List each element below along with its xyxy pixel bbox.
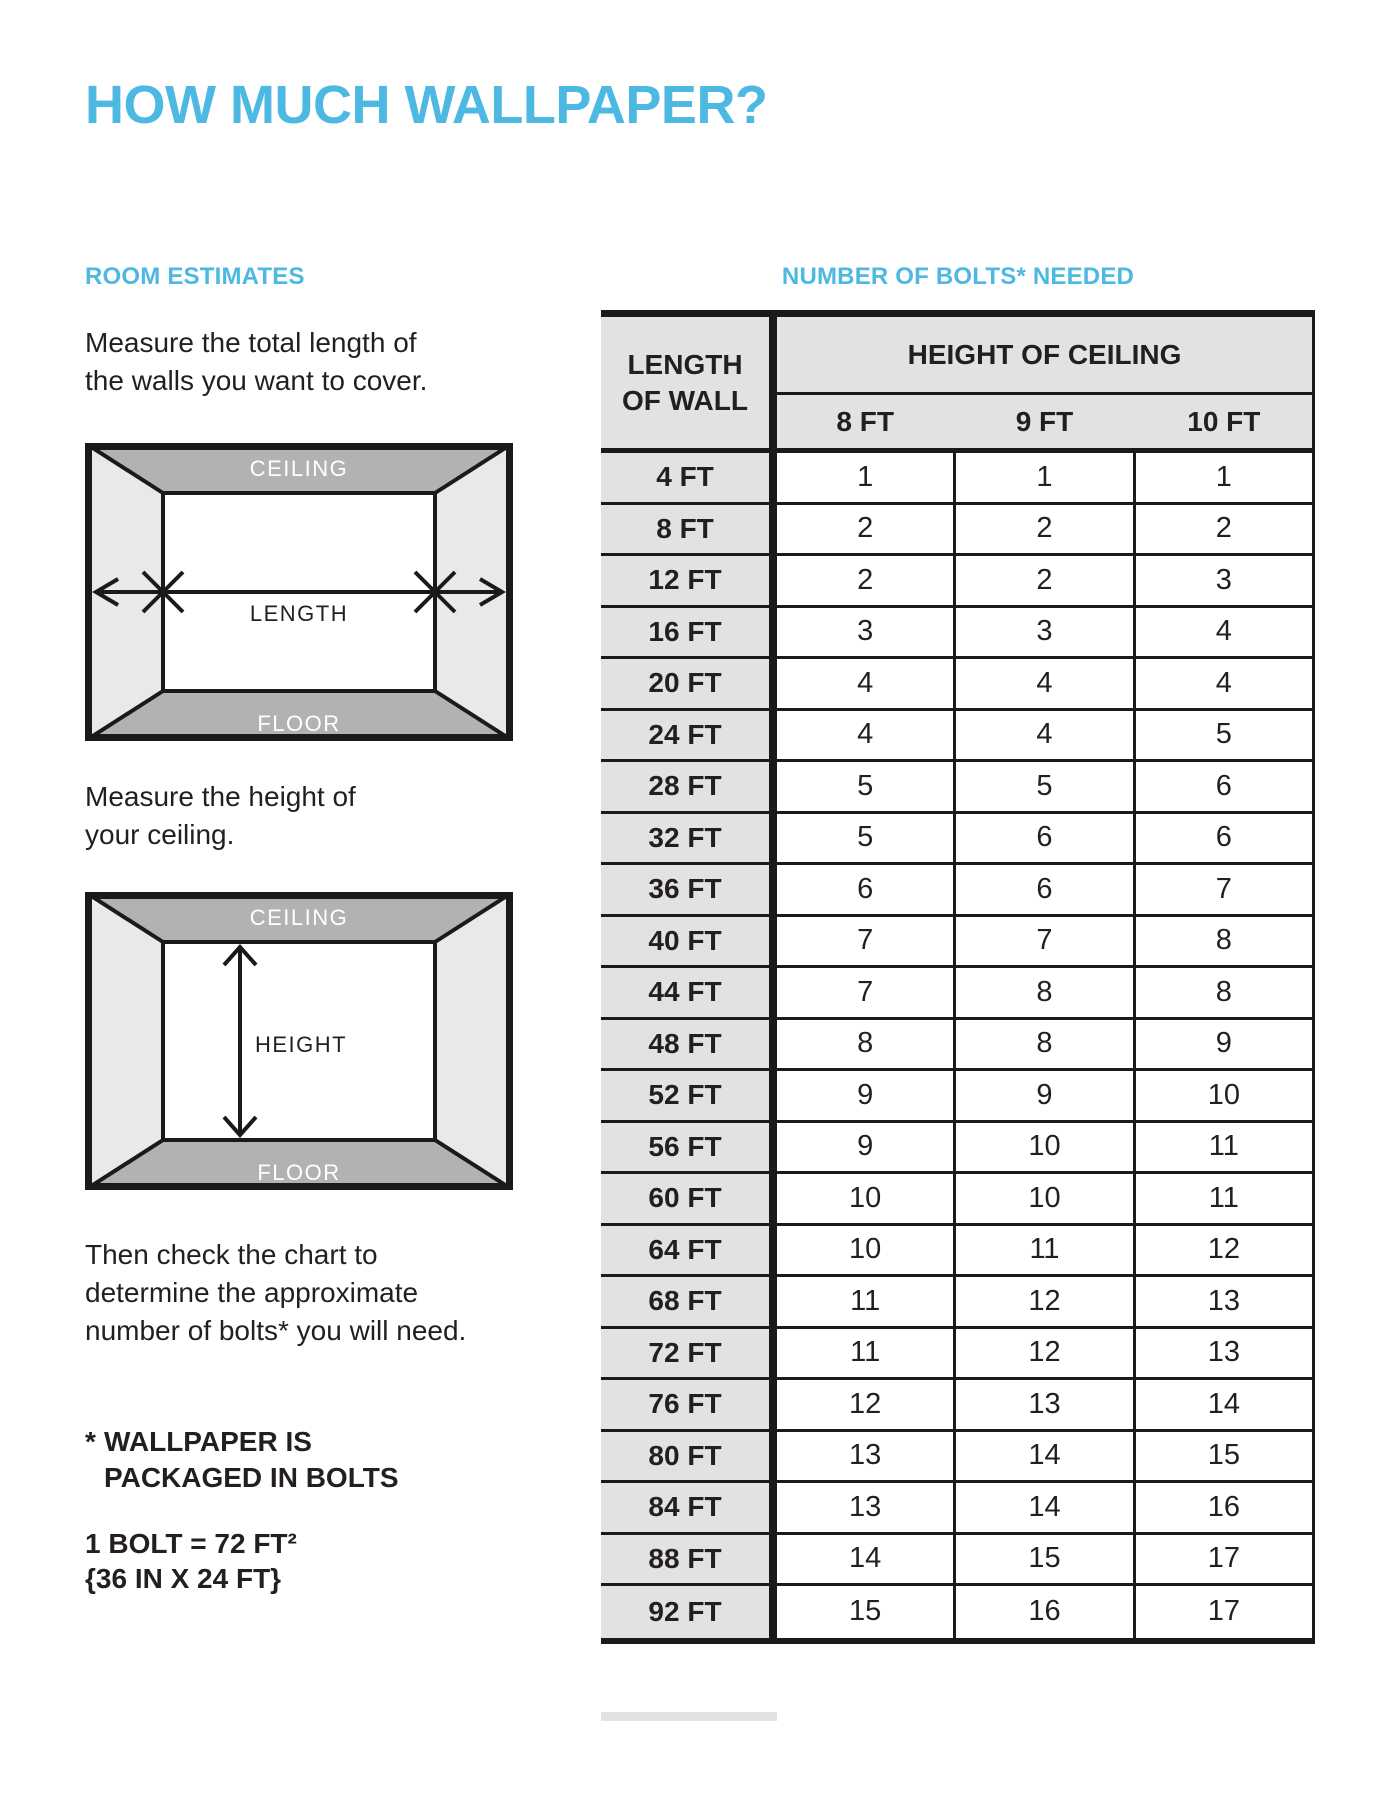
data-cell: 6: [1133, 814, 1312, 863]
data-cell: 3: [777, 608, 953, 657]
table-row: [601, 711, 1312, 763]
data-cell: 13: [1133, 1277, 1312, 1326]
data-cell: 10: [777, 1226, 953, 1275]
paragraph-measure-height: [85, 778, 555, 854]
column-header-10ft: 10 FT: [1187, 405, 1261, 437]
data-cell: 8: [1133, 968, 1312, 1017]
data-cell: 5: [777, 762, 953, 811]
row-label: 56 FT: [601, 1123, 777, 1172]
table-row: [601, 814, 1312, 866]
table-header: [601, 317, 1312, 453]
data-cell: 4: [1133, 608, 1312, 657]
paragraph-line: your ceiling.: [85, 819, 235, 850]
data-cell: 1: [777, 453, 953, 502]
data-cell: 3: [1133, 556, 1312, 605]
data-cell: 5: [1133, 711, 1312, 760]
data-cell: 9: [777, 1123, 953, 1172]
row-label: 24 FT: [601, 711, 777, 760]
data-cell: 2: [777, 556, 953, 605]
height-label: HEIGHT: [254, 1032, 348, 1057]
data-cell: 8: [953, 968, 1132, 1017]
height-of-ceiling-header: HEIGHT OF CEILING: [777, 317, 1312, 395]
data-cell: 2: [777, 505, 953, 554]
table-row: [601, 762, 1312, 814]
data-cell: 15: [953, 1535, 1132, 1584]
data-cell: 8: [777, 1020, 953, 1069]
row-label: 76 FT: [601, 1380, 777, 1429]
table-row: [601, 1586, 1312, 1638]
data-cell: 3: [953, 608, 1132, 657]
data-cell: 14: [777, 1535, 953, 1584]
data-cell: 13: [953, 1380, 1132, 1429]
data-cell: 2: [953, 556, 1132, 605]
paragraph-line: the walls you want to cover.: [85, 365, 428, 396]
data-cell: 5: [953, 762, 1132, 811]
table-row: [601, 1483, 1312, 1535]
data-cell: 7: [953, 917, 1132, 966]
row-label: 60 FT: [601, 1174, 777, 1223]
table-row: [601, 1329, 1312, 1381]
table-row: [601, 453, 1312, 505]
data-cell: 2: [953, 505, 1132, 554]
data-cell: 8: [953, 1020, 1132, 1069]
row-label: 84 FT: [601, 1483, 777, 1532]
data-cell: 10: [1133, 1071, 1312, 1120]
table-row: [601, 1277, 1312, 1329]
data-cell: 11: [777, 1277, 953, 1326]
data-cell: 4: [777, 711, 953, 760]
table-row: [601, 659, 1312, 711]
row-label: 4 FT: [601, 453, 777, 502]
length-of-wall-header: [601, 317, 777, 448]
table-row: [601, 865, 1312, 917]
row-label: 92 FT: [601, 1586, 777, 1638]
floor-label: FLOOR: [257, 1160, 341, 1185]
ceiling-subheader-row: [777, 395, 1312, 448]
data-cell: 4: [953, 659, 1132, 708]
data-cell: 16: [953, 1586, 1132, 1638]
data-cell: 2: [1133, 505, 1312, 554]
paragraph-line: number of bolts* you will need.: [85, 1315, 467, 1346]
data-cell: 13: [1133, 1329, 1312, 1378]
header-line: OF WALL: [622, 384, 748, 416]
data-cell: 13: [777, 1483, 953, 1532]
data-cell: 4: [953, 711, 1132, 760]
table-row: [601, 968, 1312, 1020]
data-cell: 4: [777, 659, 953, 708]
table-row: [601, 1020, 1312, 1072]
row-label: 8 FT: [601, 505, 777, 554]
data-cell: 11: [1133, 1123, 1312, 1172]
data-cell: 14: [953, 1483, 1132, 1532]
paragraph-line: Then check the chart to: [85, 1239, 378, 1270]
row-label: 80 FT: [601, 1432, 777, 1481]
floor-label: FLOOR: [257, 711, 341, 736]
page-title: HOW MUCH WALLPAPER?: [85, 75, 768, 135]
data-cell: 6: [777, 865, 953, 914]
table-footer-strip: [601, 1712, 777, 1721]
data-cell: 14: [953, 1432, 1132, 1481]
data-cell: 16: [1133, 1483, 1312, 1532]
data-cell: 11: [1133, 1174, 1312, 1223]
data-cell: 12: [953, 1329, 1132, 1378]
footnote-line: WALLPAPER IS: [104, 1426, 312, 1457]
data-cell: 12: [777, 1380, 953, 1429]
row-label: 72 FT: [601, 1329, 777, 1378]
data-cell: 10: [777, 1174, 953, 1223]
data-cell: 6: [953, 814, 1132, 863]
wallpaper-bolts-footnote: [85, 1424, 555, 1496]
table-row: [601, 1123, 1312, 1175]
data-cell: 14: [1133, 1380, 1312, 1429]
data-cell: 11: [777, 1329, 953, 1378]
bolts-needed-heading: NUMBER OF BOLTS* NEEDED: [781, 263, 1135, 290]
ceiling-label: CEILING: [249, 456, 349, 481]
row-label: 64 FT: [601, 1226, 777, 1275]
table-row: [601, 1535, 1312, 1587]
data-cell: 12: [1133, 1226, 1312, 1275]
table-row: [601, 1226, 1312, 1278]
table-row: [601, 1174, 1312, 1226]
data-cell: 8: [1133, 917, 1312, 966]
ceiling-header-group: [777, 317, 1312, 448]
data-cell: 15: [777, 1586, 953, 1638]
data-cell: 17: [1133, 1535, 1312, 1584]
data-cell: 6: [1133, 762, 1312, 811]
data-cell: 15: [1133, 1432, 1312, 1481]
row-label: 44 FT: [601, 968, 777, 1017]
table-body: [601, 453, 1312, 1638]
data-cell: 9: [777, 1071, 953, 1120]
room-length-diagram: [85, 443, 513, 741]
data-cell: 1: [953, 453, 1132, 502]
row-label: 12 FT: [601, 556, 777, 605]
data-cell: 11: [953, 1226, 1132, 1275]
length-label: LENGTH: [249, 601, 349, 626]
data-cell: 9: [1133, 1020, 1312, 1069]
paragraph-line: determine the approximate: [85, 1277, 419, 1308]
row-label: 52 FT: [601, 1071, 777, 1120]
row-label: 40 FT: [601, 917, 777, 966]
paragraph-check-chart: [85, 1236, 555, 1350]
row-label: 28 FT: [601, 762, 777, 811]
data-cell: 4: [1133, 659, 1312, 708]
data-cell: 1: [1133, 453, 1312, 502]
column-header-8ft: 8 FT: [836, 405, 894, 437]
column-header-9ft: 9 FT: [1015, 405, 1074, 437]
row-label: 48 FT: [601, 1020, 777, 1069]
data-cell: 17: [1133, 1586, 1312, 1638]
table-row: [601, 1380, 1312, 1432]
header-line: LENGTH: [627, 348, 743, 380]
row-label: 68 FT: [601, 1277, 777, 1326]
table-row: [601, 556, 1312, 608]
data-cell: 6: [953, 865, 1132, 914]
data-cell: 13: [777, 1432, 953, 1481]
room-estimates-heading: ROOM ESTIMATES: [85, 263, 305, 290]
data-cell: 10: [953, 1123, 1132, 1172]
row-label: 16 FT: [601, 608, 777, 657]
data-cell: 12: [953, 1277, 1132, 1326]
data-cell: 9: [953, 1071, 1132, 1120]
data-cell: 7: [777, 917, 953, 966]
table-row: [601, 1071, 1312, 1123]
row-label: 88 FT: [601, 1535, 777, 1584]
footnote-line: PACKAGED IN BOLTS: [104, 1462, 399, 1493]
asterisk: *: [85, 1426, 96, 1457]
paragraph-measure-length: [85, 324, 555, 400]
bolts-table: [601, 310, 1315, 1644]
row-label: 20 FT: [601, 659, 777, 708]
data-cell: 7: [777, 968, 953, 1017]
paragraph-line: Measure the total length of: [85, 327, 417, 358]
room-height-diagram: [85, 892, 513, 1190]
bolt-dimensions: {36 IN X 24 FT}: [85, 1563, 282, 1594]
table-row: [601, 917, 1312, 969]
data-cell: 7: [1133, 865, 1312, 914]
table-row: [601, 505, 1312, 557]
row-label: 32 FT: [601, 814, 777, 863]
table-row: [601, 1432, 1312, 1484]
bolt-size-info: [85, 1526, 555, 1596]
table-row: [601, 608, 1312, 660]
data-cell: 10: [953, 1174, 1132, 1223]
data-cell: 5: [777, 814, 953, 863]
bolt-equation: 1 BOLT = 72 FT²: [85, 1528, 297, 1559]
row-label: 36 FT: [601, 865, 777, 914]
paragraph-line: Measure the height of: [85, 781, 356, 812]
ceiling-label: CEILING: [249, 905, 349, 930]
